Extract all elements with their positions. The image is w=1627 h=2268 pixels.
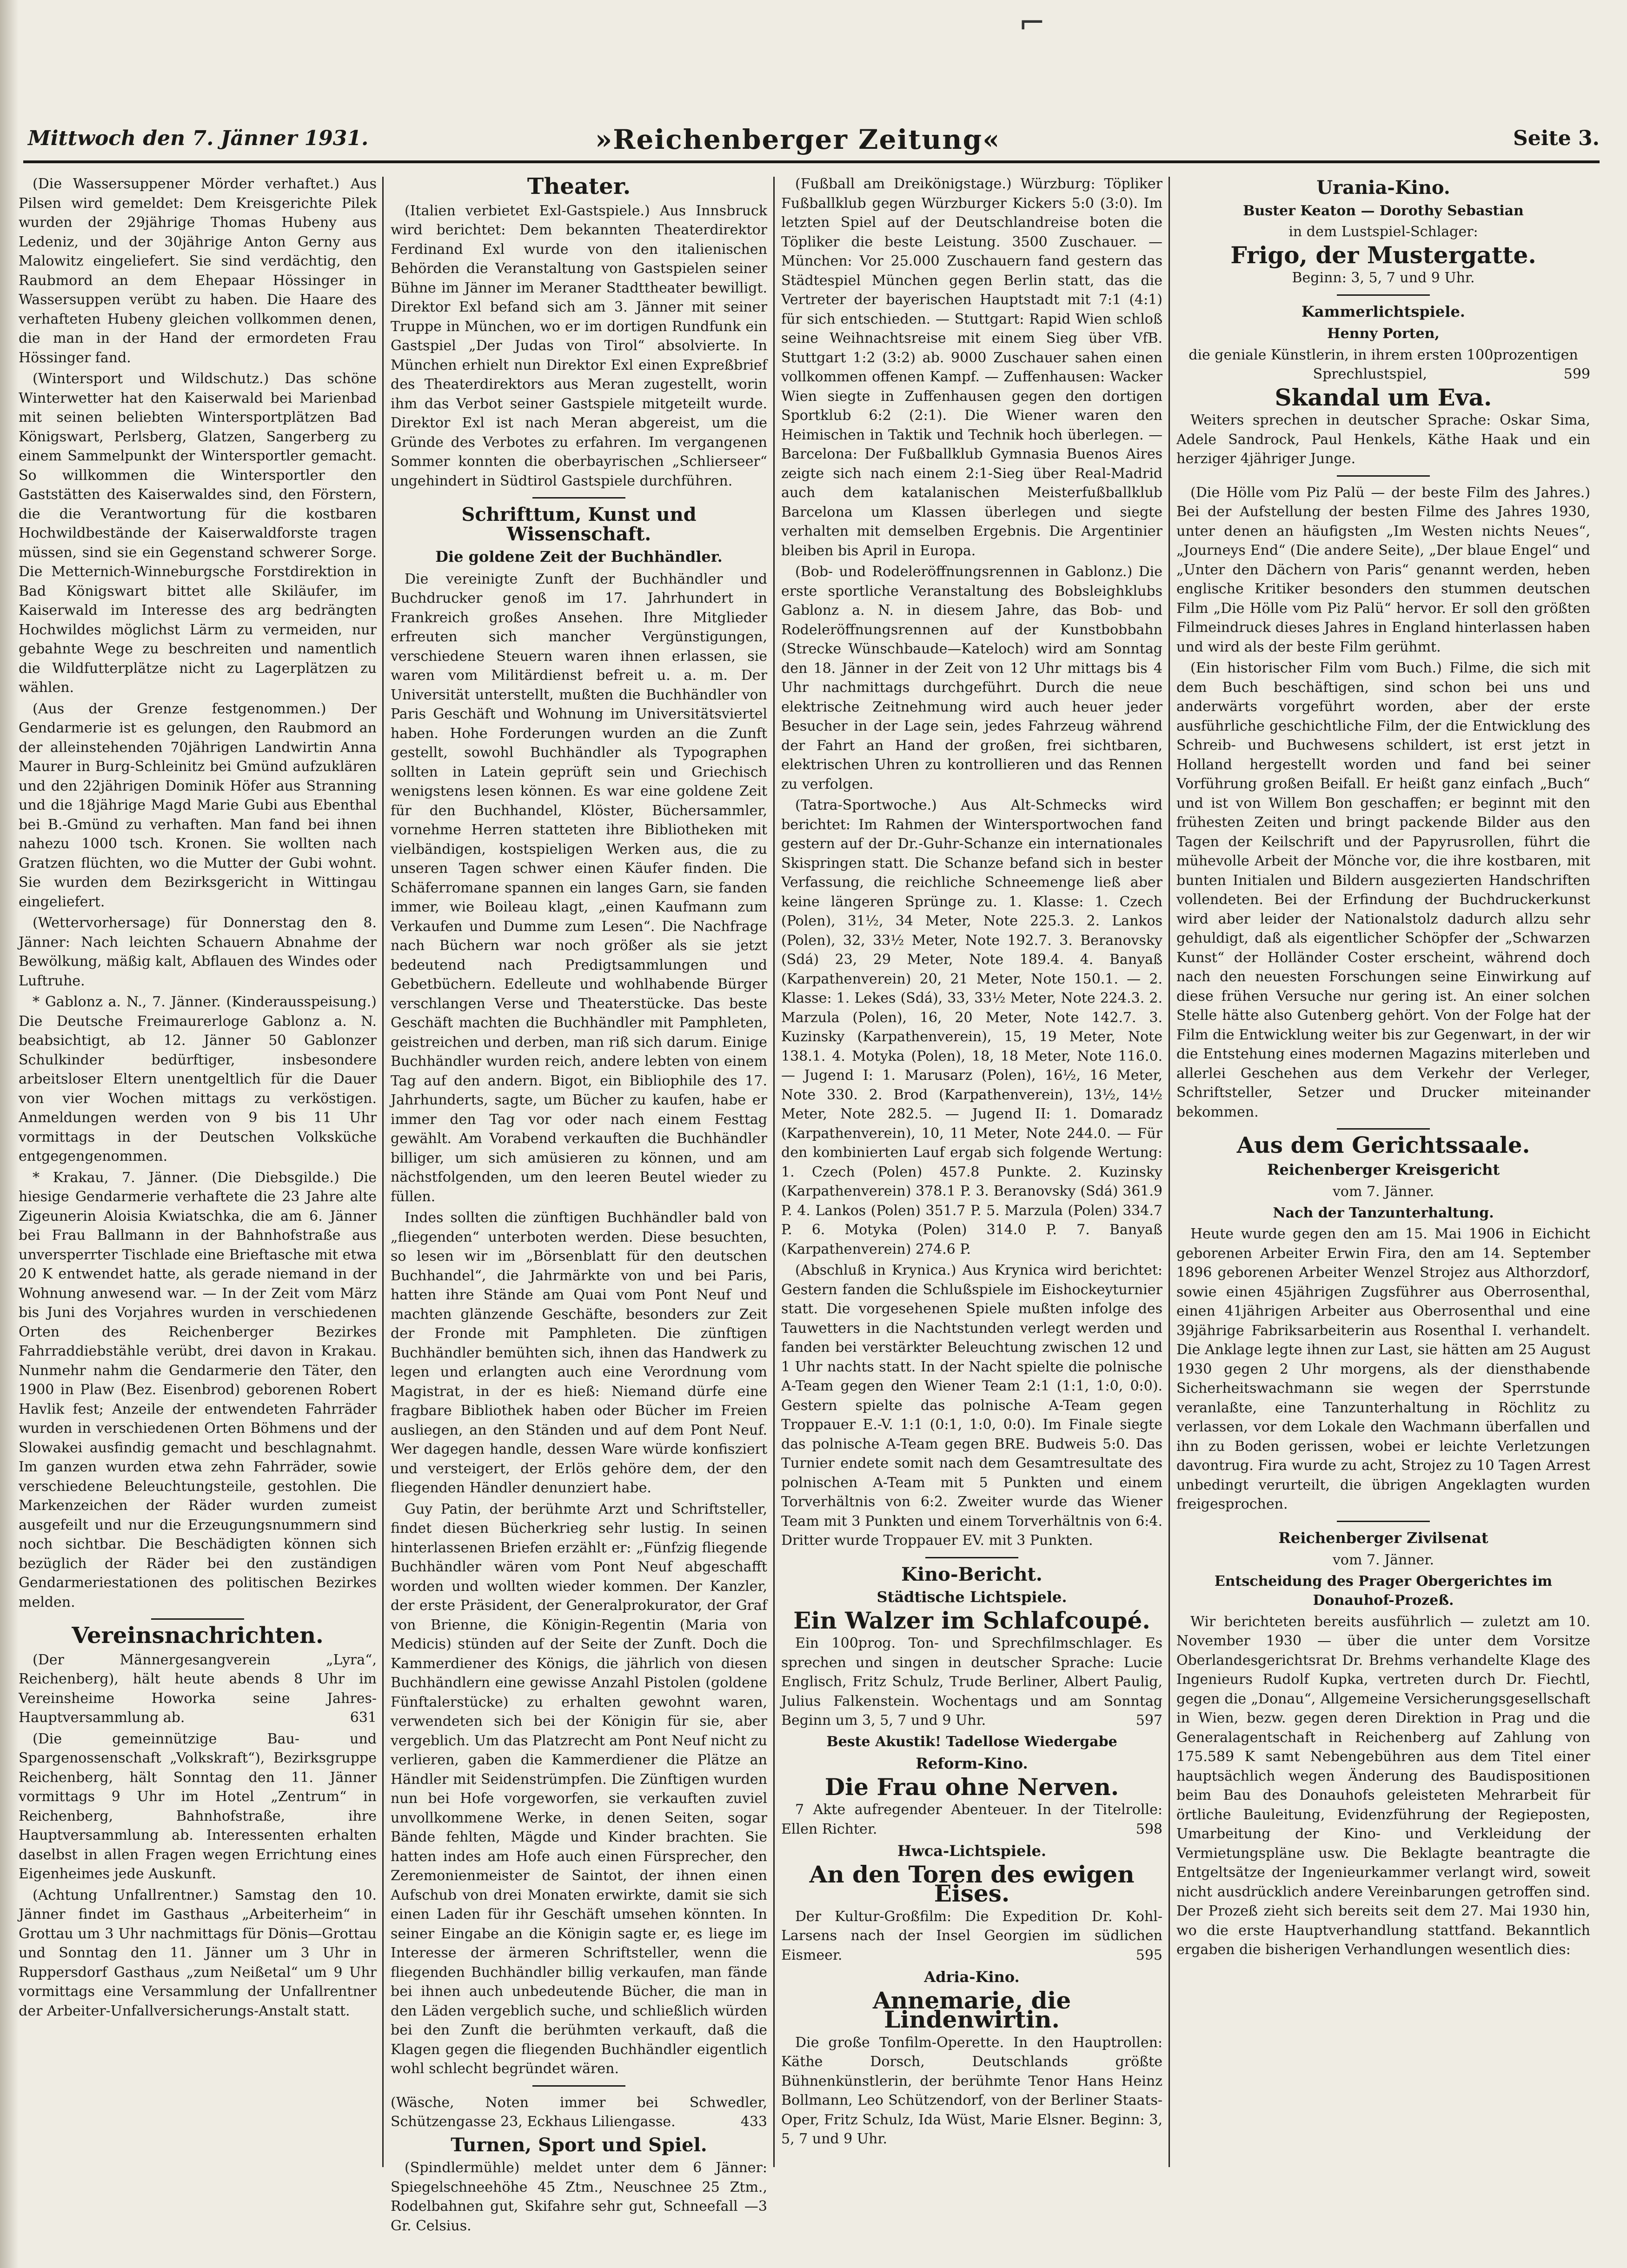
court-date: vom 7. Jänner. — [1332, 1552, 1434, 1568]
kino-description: Ein 100prog. Ton- und Sprechfilmschlager. Es sprechen und singen in deutscher Sprache: Lucie Englisch, Fritz Schulz, Trude Berliner, Albert Paulig, Julius Falkenstein. Wochentags und am Sonntag Beginn um 3, 5, 7 und 9 Uhr. — [781, 1635, 1162, 1729]
kino-film-title: Annemarie, die Lindenwirtin. — [872, 1986, 1071, 2033]
kino-film-title: Die Frau ohne Nerven. — [824, 1773, 1119, 1801]
case-text: Wir berichteten bereits ausführlich — zuletzt am 10. November 1930 — über die unter dem Vorsitze Oberlandesgerichtsrat Dr. Brehms verhandelte Klage des Ingenieurs Rudolf Kupka, vertreten durch Dr. Fiechtl, gegen die „Donau“, Allgemeine Versicherungsgesellschaft in Wien, bezw. gegen deren Direktion in Prag und die Generalagentschaft in Reichenberg auf Zahlung von 175.589 K samt Nebengebühren aus dem Titel einer hauptsächlich wegen Änderung des Baudispositionen beim Bau des Donauhofs geleisteten Mehrarbeit für örtliche Bauleitung, Evidenzführung der Regieposten, Umarbeitung der Kino- und Verkleidung der Vermietungspläne usw. Die Beklagte beantragte die Entgeltsätze der Ingenieurkammer verlangt wird, soweit nicht ausdrücklich andere Vereinbarungen getroffen sind. Der Prozeß zieht sich bereits seit dem 27. Mai 1930 hin, wo die erste Hauptverhandlung stattfand. Bekanntlich ergaben die bisherigen Verhandlungen wesentlich dies: — [1176, 1613, 1590, 1958]
section-heading-turnen: Turnen, Sport und Spiel. — [451, 2134, 707, 2156]
divider — [925, 1557, 1018, 1558]
article-paragraph: Indes sollten die zünftigen Buchhändler bald von „fliegenden“ unterboten werden. Diese besuchten, so lesen wir im „Börsenblatt für den deutschen Buchhandel“, die Jahrmärkte von und bei Paris, hatten ihre Stände am Quai vom Pont Neuf und machten glänzende Geschäfte, besonders zur Zeit der Fronde mit Pamphleten. Die zünftigen Buchhändler bemühten sich, ihnen das Handwerk zu legen und erlangten auch eine Verordnung vom Magistrat, in der es hieß: Niemand dürfe eine fragbare Bibliothek haben oder Bücher im Freien ausliegen, an den Ständen und auf dem Pont Neuf. Wer dagegen handle, dessen Ware würde konfisziert und versteigert, der Erlös gehöre dem, der den fliegenden Händler denunziert habe. — [391, 1210, 767, 1496]
article: (Wintersport und Wildschutz.) Das schöne Winterwetter hat den Kaiserwald bei Marienbad mit seinen beliebten Wintersportplätzen Bad Königswart, Perlsberg, Glatzen, Sangerberg zu einem Sammelpunkt der Wintersportler gemacht. So willkommen die Wintersportler den Gaststätten des Kaiserwaldes sind, den Förstern, die die Verantwortung für die kostbaren Hochwildbestände der Kaiserwaldforste tragen müssen, sind sie ein Gegenstand schwerer Sorge. Die Metternich-Winneburgsche Forstdirektion in Bad Königswart bittet alle Skiläufer, im Kaiserwald im Interesse des arg bedrängten Hochwildes möglichst Lärm zu vermeiden, nur gebahnte Wege zu beschreiten und namentlich die Wildfutterplätze nicht zu Lagerplätzen zu wählen. — [19, 371, 377, 696]
pen-mark: ⌐ — [1018, 4, 1046, 42]
advert-number: 433 — [740, 2114, 767, 2130]
header-date: Mittwoch den 7. Jänner 1931. — [28, 126, 369, 150]
article: (Spindlermühle) meldet unter dem 6 Jänner: Spiegelschneehöhe 45 Ztm., Neuschnee 25 Ztm., Rodelbahnen gut, Skifahre sehr gut, Schneefall —3 Gr. Celsius. — [391, 2160, 767, 2234]
divider — [151, 1618, 244, 1620]
section-heading-schrifttum: Schrifttum, Kunst und Wissenschaft. — [461, 504, 697, 545]
case-heading: Nach der Tanzunterhaltung. — [1273, 1204, 1494, 1221]
article: (Bob- und Rodeleröffnungsrennen in Gablonz.) Die erste sportliche Veranstaltung des Bobsleighklubs Gablonz a. N. in diesem Jahre, das Bob- und Rodeleröffnungsrennen auf der Kunstbobbahn (Strecke Wünschbaude—Kateloch) wird am Sonntag den 18. Jänner in der Zeit von 12 Uhr mittags bis 4 Uhr nachmittags durchgeführt. Durch die neue elektrische Zeitnehmung wird auch heuer jeder Besucher in der Lage sein, jedes Fahrzeug während der Fahrt an Hand der großen, frei sichtbaren, elektrischen Uhren zu kontrollieren und das Rennen zu verfolgen. — [781, 564, 1162, 792]
urania-film-title: Frigo, der Mustergatte. — [1230, 241, 1536, 269]
notice-text: (Der Männergesangverein „Lyra“, Reichenberg), hält heute abends 8 Uhr im Vereinsheime Howorka seine Jahres-Hauptversammlung ab. — [19, 1651, 377, 1726]
kammer-description — [1176, 346, 1590, 384]
article: (Aus der Grenze festgenommen.) Der Gendarmerie ist es gelungen, den Raubmord an der alleinstehenden 70jährigen Landwirtin Anna Maurer in Burg-Schleinitz bei Gmünd aufzuklären und den 22jährigen Dominik Höfer aus Stranning und die 18jährige Magd Marie Gubi aus Ebenthal bei B.-Gmünd zu verhaften. Man fand bei ihnen nahezu 1000 tsch. Kronen. Sie wollten nach Gratzen flüchten, wo die Mutter der Gubi wohnt. Sie wurden dem Bezirksgericht in Wittingau eingeliefert. — [19, 700, 377, 910]
article: * Gablonz a. N., 7. Jänner. (Kinderausspeisung.) Die Deutsche Freimaurerloge Gablonz a. N. beabsichtigt, ab 12. Jänner 50 Gablonzer Schulkinder bedürftiger, insbesondere arbeitsloser Eltern unentgeltlich für die Dauer von vier Wochen mittags zu verköstigen. Anmeldungen werden von 9 bis 11 Uhr vormittags in der Deutschen Volksküche entgegengenommen. — [19, 994, 377, 1164]
kammer-description-text: die geniale Künstlerin, in ihrem ersten 100prozentigen Sprechlustspiel, — [1189, 346, 1578, 382]
notice: (Achtung Unfallrentner.) Samstag den 10. Jänner findet im Gasthaus „Arbeiterheim“ in Grottau um 3 Uhr nachmittags für Dönis—Grottau und Sonntag den 11. Jänner um 3 Uhr in Ruppersdorf Gasthaus „zum Neißetal“ um 9 Uhr vormittags eine Versammlung der Unfallrentner der Arbeiter-Unfallversicherungs-Anstalt statt. — [19, 1887, 377, 2019]
film-article: (Ein historischer Film vom Buch.) Filme, die sich mit dem Buch beschäftigen, sind schon bei uns und anderwärts vorgeführt worden, aber der erste ausführliche geschichtliche Film, der die Entwicklung des Schreib- und Buchwesens schildert, ist erst jetzt in Holland hergestellt worden und fand bei seiner Vorführung großen Beifall. Er heißt ganz einfach „Buch“ und ist von Willem Bon geschaffen; er beginnt mit den frühesten Zeiten und bringt packende Bilder aus den Tagen der Keilschrift und der Papyrusrollen, führt die mühevolle Arbeit der Mönche vor, die ihre kostbaren, mit bunten Initialen und Bildern ausgezierten Handschriften vollendeten. Bei der Erfindung der Buchdruckerkunst wird aber leider der Nationalstolz dadurch allzu sehr gehuldigt, daß als eigentlicher Schöpfer der „Schwarzen Kunst“ der Holländer Coster erscheint, während doch nach den neuesten Forschungen seine Einwirkung auf diese frühen Versuche nur gering ist. An einer solchen Stelle hätte also Gutenberg gehört. Von der Folge hat der Film die Entwicklung weiter bis zur Gegenwart, in der wir die Entstehung eines modernen Magazins miterleben und allerlei Geschehen aus dem Verkehr der Verleger, Schriftsteller, Setzer und Drucker miteinander bekommen. — [1176, 660, 1590, 1120]
section-heading-kino: Kino-Bericht. — [901, 1563, 1043, 1585]
kammer-number: 599 — [1563, 366, 1590, 382]
article: (Fußball am Dreikönigstage.) Würzburg: Töpliker Fußballklub gegen Würzburger Kickers 5:0 (3:0). Im letzten Spiel auf der Deutschlandreise boten die Töpliker die beste Leistung. 3500 Zuschauer. — München: Vor 25.000 Zuschauern fand gestern das Städtespiel München gegen Berlin statt, das die Vertreter der bayerischen Hauptstadt mit 7:1 (4:1) für sich entschieden. — Stuttgart: Rapid Wien schloß seine Weihnachtsreise mit einem Sieg über VfB. Stuttgart 1:2 (3:2) ab. 9000 Zuschauer sahen einen vollkommen offenen Kampf. — Zuffenhausen: Wacker Wien siegte in Zuffenhausen gegen den dortigen Sportklub 6:2 (2:1). Die Wiener waren den Heimischen in Taktik und Technik hoch überlegen. — Barcelona: Der Fußballklub Gymnasia Buenos Aires zeigte sich nach einem 2:1-Sieg über Real-Madrid auch dem katalanischen Meisterfußballklub Barcelona um Klassen überlegen und siegte verhalten mit demselben Ergebnis. Die Argentinier bleiben bis April in Europa. — [781, 176, 1162, 559]
kino-text — [781, 1800, 1162, 1839]
kino-number: 595 — [1136, 1947, 1162, 1963]
case-heading: Entscheidung des Prager Obergerichtes im Donauhof-Prozeß. — [1214, 1573, 1553, 1609]
column-1 — [19, 174, 377, 2212]
kino-venue: Städtische Lichtspiele. — [877, 1588, 1067, 1606]
film-article: (Die Hölle vom Piz Palü — der beste Film des Jahres.) Bei der Aufstellung der besten Filme des Jahres 1930, unter denen an häufigsten „Im Westen nichts Neues“, „Journeys End“ (Die andere Seite), „Der blaue Engel“ und „Unter den Dächern von Paris“ genannt werden, heben englische Kritiker besonders den stummen deutschen Film „Die Hölle vom Piz Palü“ hervor. Er soll den größten Filmeindruck dieses Jahres in England hinterlassen haben und wird als der beste Film gerühmt. — [1176, 484, 1590, 655]
urania-cast: Buster Keaton — Dorothy Sebastian — [1243, 202, 1524, 219]
court-heading: Reichenberger Zivilsenat — [1278, 1529, 1488, 1547]
article-paragraph: Die vereinigte Zunft der Buchhändler und Buchdrucker genoß im 17. Jahrhundert in Frankreich großes Ansehen. Ihre Mitglieder erfreuten sich mancher Vergünstigungen, verschiedene Steuern waren ihnen erlassen, sie waren vom Militärdienst befreit u. a. m. Der Universität unterstellt, mußten die Buchhändler von Paris Geschäft und Wohnung im Universitätsviertel haben. Hohe Forderungen wurden an die Zunft gestellt, sowohl Buchhändler als Typographen sollten in Latein geprüft sein und Griechisch wenigstens lesen können. Es war eine goldene Zeit für den Buchhandel, Klöster, Büchersammler, vornehme Herren statteten ihre Bibliotheken mit vielbändigen, kostspieligen Werken aus, die zu unseren Tagen schwer einen Käufer finden. Die Schäferromane spannen ein langes Garn, sie fanden immer, wie Boileau klagt, „einen Kaufmann zum Verkaufen und Dumme zum Lesen“. Die Nachfrage nach Büchern war noch größer als sie jetzt bedeutend nach Predigtsammlungen und Gebetbüchern. Edelleute und wohlhabende Bürger verschlangen Verse und Theaterstücke. Das beste Geschäft machten die Buchhändler mit Pamphleten, geistreichen und derben, man riß sich darum. Einige Buchhändler wurden reich, andere lebten von einem Tag auf den andern. Bigot, ein Bibliophile des 17. Jahrhunderts, sagte, um Bücher zu kaufen, habe er immer den Tag vor oder nach einem Festtag gewählt. Am Vorabend verkauften die Buchhändler billiger, um sich amüsieren zu können, und am nächstfolgenden, um den leeren Beutel wieder zu füllen. — [391, 571, 767, 1205]
article: (Tatra-Sportwoche.) Aus Alt-Schmecks wird berichtet: Im Rahmen der Wintersportwochen fand gestern auf der Dr.-Guhr-Schanze ein internationales Skispringen statt. Die Schanze befand sich in bester Verfassung, die reichliche Schneemenge ließ aber keine längeren Sprünge zu. 1. Klasse: 1. Czech (Polen), 31½, 34 Meter, Note 225.3. 2. Lankos (Polen), 32, 33½ Meter, Note 192.7. 3. Beranovsky (Sdá) 23, 29 Meter, Note 189.4. 4. Banyaß (Karpathenverein) 20, 21 Meter, Note 150.1. — 2. Klasse: 1. Lekes (Sdá), 33, 33½ Meter, Note 224.3. 2. Marzula (Polen), 16, 20 Meter, Note 142.7. 3. Kuzinsky (Karpathenverein), 15, 19 Meter, Note 138.1. 4. Motyka (Polen), 18, 18 Meter, Note 116.0. — Jugend I: 1. Marusarz (Polen), 16½, 16 Meter, Note 330. 2. Brod (Karpathenverein), 13½, 14½ Meter, Note 282.5. — Jugend II: 1. Domaradz (Karpathenverein), 10, 11 Meter, Note 244.0. — Für den kombinierten Lauf ergab sich folgende Wertung: 1. Czech (Polen) 457.8 Punkte. 2. Kuzinsky (Karpathenverein) 378.1 P. 3. Beranovsky (Sdá) 361.9 P. 4. Lankos (Polen) 351.7 P. 5. Marzula (Polen) 334.7 P. 6. Motyka (Polen) 314.0 P. 7. Banyaß (Karpathenverein) 274.6 P. — [781, 797, 1162, 1257]
kino-text: Die große Tonfilm-Operette. In den Hauptrollen: Käthe Dorsch, Deutschlands größte Bühnenkünstlerin, der berühmte Tenor Hans Heinz Bollmann, Leo Schützendorf, von der Berliner Staats-Oper, Fritz Schulz, Ida Wüst, Marie Elsner. Beginn: 3, 5, 7 und 9 Uhr. — [781, 2034, 1162, 2147]
kino-venue: Hwca-Lichtspiele. — [897, 1842, 1047, 1860]
kino-extra: Beste Akustik! Tadellose Wiedergabe — [826, 1733, 1117, 1750]
column-2 — [391, 173, 767, 2234]
court-date: vom 7. Jänner. — [1332, 1184, 1434, 1200]
kino-film-title: Ein Walzer im Schlafcoupé. — [793, 1606, 1150, 1634]
newspaper-title: »Reichenberger Zeitung« — [595, 124, 1001, 155]
page-edge-shadow — [0, 0, 19, 2268]
divider — [1337, 294, 1430, 296]
kino-description: Der Kultur-Großfilm: Die Expedition Dr. Kohl-Larsens nach der Insel Georgien im südlichen Eismeer. — [781, 1908, 1162, 1963]
article-subheading: Die goldene Zeit der Buchhändler. — [435, 548, 723, 565]
section-heading-theater: Theater. — [527, 173, 631, 200]
section-heading-vereine: Vereinsnachrichten. — [72, 1623, 324, 1649]
kino-number: 598 — [1136, 1821, 1162, 1837]
case-text: Heute wurde gegen den am 15. Mai 1906 in Eichicht geborenen Arbeiter Erwin Fira, den am 14. September 1896 geborenen Arbeiter Wenzel Strojez aus Althorzdorf, sowie einen 45jährigen Zugsführer aus Oberrosenthal, einen 41jährigen Arbeiter aus Oberrosenthal und eine 39jährige Fabriksarbeiterin aus Rosenthal I. verhandelt. Die Anklage legte ihnen zur Last, sie hätten am 25 August 1930 gegen 2 Uhr morgens, als der diensthabende Sicherheitswachmann sie wegen der Sperrstunde veranlaßte, eine Tanzunterhaltung in Röchlitz zu verlassen, vor dem Lokale den Wachmann überfallen und ihn zu Boden gerissen, wobei er leichte Verletzungen davontrug. Fira wurde zu acht, Strojez zu 10 Tagen Arrest unbedingt verurteilt, die übrigen Angeklagten wurden freigesprochen. — [1176, 1226, 1590, 1512]
court-heading: Reichenberger Kreisgericht — [1267, 1160, 1500, 1178]
article: (Abschluß in Krynica.) Aus Krynica wird berichtet: Gestern fanden die Schlußspiele im Eishockeyturnier statt. Die vorgesehenen Spiele mußten infolge des Tauwetters in die Nachtstunden verlegt werden und fanden bei verstärkter Beleuchtung zwischen 12 und 1 Uhr nachts statt. In der Nacht spielte die polnische A-Team gegen den Wiener Team 2:1 (1:1, 1:0, 0:0). Gestern spielte das polnische A-Team gegen Troppauer E.-V. 1:1 (0:1, 1:0, 0:0). Im Finale siegte das polnische A-Team gegen BRE. Budweis 5:0. Das Turnier endete somit nach dem Gesamtresultate des polnischen A-Team mit 5 Punkten und einem Torverhältnis von 6:2. Zweiter wurde das Wiener Team mit 3 Punkten und einem Torverhältnis von 6:4. Dritter wurde Troppauer EV. mit 3 Punkten. — [781, 1262, 1162, 1549]
divider — [1337, 1521, 1430, 1522]
kammer-star: Henny Porten, — [1327, 326, 1440, 342]
header-rule — [23, 160, 1600, 163]
kino-film-title: An den Toren des ewigen Eises. — [809, 1860, 1135, 1907]
urania-times: Beginn: 3, 5, 7 und 9 Uhr. — [1292, 270, 1475, 286]
column-separator — [773, 177, 775, 2167]
article: (Wettervorhersage) für Donnerstag den 8. Jänner: Nach leichten Schauern Abnahme der Bewölkung, mäßig kalt, Abflauen des Windes oder Luftruhe. — [19, 915, 377, 989]
divider — [532, 497, 625, 499]
kammer-heading: Kammerlichtspiele. — [1302, 302, 1465, 320]
kino-number: 597 — [1136, 1712, 1162, 1729]
notice — [19, 1650, 377, 1728]
section-heading-gericht: Aus dem Gerichtssaale. — [1236, 1132, 1530, 1158]
column-separator — [382, 177, 384, 2167]
divider — [1337, 475, 1430, 477]
page-header — [28, 122, 1600, 159]
column-3 — [781, 174, 1162, 2212]
kino-venue: Adria-Kino. — [924, 1968, 1020, 1986]
article-paragraph: Guy Patin, der berühmte Arzt und Schriftsteller, findet diesen Bücherkrieg sehr lustig. In seinen hinterlassenen Briefen erzählt er: „Fünfzig fliegende Buchhändler wären vom Pont Neuf abgeschafft worden und wollten wieder kommen. Der Kanzler, der erste Präsident, der Generalprokurator, der Graf von Brienne, die Königin-Regentin (Maria von Medicis) stünden auf der Seite der Zunft. Doch die Kammerdiener des Königs, die jährlich von diesen Buchhändlern eine gewisse Anzahl Pistolen (goldene Fünftalerstücke) zu erhalten gewohnt waren, verwendeten sich bei der Königin für sie, aber vergeblich. Um das Platzrecht am Pont Neuf nicht zu verlieren, gaben die Kammerdiener die Plätze an Händler mit Seidenstrümpfen. Die Zünftigen wurden nun bei Hofe vorgeworfen, sie verkauften zuviel unvollkommene Werke, in denen Seiten, sogar Bände fehlten, Mägde und Kinder brachten. Sie hatten indes am Hofe auch einen Fürsprecher, den Zeremonienmeister de Saintot, der ihnen einen Aufschub von drei Monaten erwirkte, damit sie sich einen Laden für ihr Geschäft umsehen könnten. In seiner Eingabe an die Königin sagte er, es liege im Interesse der ärmeren Schriftsteller, wenn die fliegenden Buchhändler billig verkaufen, man fände bei ihnen auch unbedeutende Bücher, die man in den Läden vergeblich suche, und schließlich würden bei den Zunft die berühmten verkauft, daß die Klagen gegen die fliegenden Buchhändler eigentlich wohl schlecht begründet wären. — [391, 1501, 767, 2077]
column-separator — [1169, 177, 1170, 2167]
article: (Die Wassersuppener Mörder verhaftet.) Aus Pilsen wird gemeldet: Dem Kreisgerichte Pilek wurden der 29jährige Thomas Hubeny aus Ledeniz, und der 30jährige Anton Gerny aus Malowitz eingeliefert. Sie sind verdächtig, den Raubmord an dem Ehepaar Hössinger in Wassersuppen verübt zu haben. Die Haare des verhafteten Hubeny gleichen vollkommen denen, die man in der Hand der ermordeten Frau Hössinger fand. — [19, 176, 377, 366]
article: (Italien verbietet Exl-Gastspiele.) Aus Innsbruck wird berichtet: Dem bekannten Theaterdirektor Ferdinand Exl wurde von den italienischen Behörden die Veranstaltung von Gastspielen seiner Bühne im Jänner im Meraner Stadttheater bewilligt. Direktor Exl befand sich am 3. Jänner mit seiner Truppe in München, wo er im dortigen Rundfunk ein Gastspiel „Der Judas von Tirol“ absolvierte. In München erhielt nun Direktor Exl einen Expreßbrief des Theaterdirektors aus Meran zugestellt, worin ihm das Verbot seiner Gastspiele mitgeteilt wurde. Direktor Exl ist nach Meran abgereist, um die Gründe des Verbotes zu erfahren. Im vergangenen Sommer konnten die oberbayrischen „Schlierseer“ ungehindert in Südtirol Gastspiele durchführen. — [391, 202, 767, 489]
kino-description: 7 Akte aufregender Abenteuer. In der Titelrolle: Ellen Richter. — [781, 1802, 1162, 1837]
kammer-film-title: Skandal um Eva. — [1275, 383, 1492, 411]
page-number: Seite 3. — [1513, 126, 1600, 150]
kammer-text: Weiters sprechen in deutscher Sprache: Oskar Sima, Adele Sandrock, Paul Henkels, Käthe Haak und ein herziger 4jähriger Junge. — [1176, 412, 1590, 467]
kino-text — [781, 1634, 1162, 1730]
divider — [1337, 1128, 1430, 1130]
urania-subtitle: in dem Lustspiel-Schlager: — [1288, 224, 1478, 240]
advert — [391, 2093, 767, 2132]
urania-heading: Urania-Kino. — [1316, 177, 1450, 199]
kino-venue: Reform-Kino. — [916, 1755, 1028, 1772]
advert-text: (Wäsche, Noten immer bei Schwedler, Schützengasse 23, Eckhaus Liliengasse. — [391, 2094, 767, 2130]
divider — [532, 2085, 625, 2087]
article: * Krakau, 7. Jänner. (Die Diebsgilde.) Die hiesige Gendarmerie verhaftete die 23 Jahre alte Zigeunerin Aloisia Kwiatschka, die am 6. Jänner bei Frau Ballmann in der Bahnhofstraße aus unversperrter Tischlade eine Brieftasche mit etwa 20 K entwendet hatte, als gerade niemand in der Wohnung anwesend war. — In der Zeit vom März bis Juni des Vorjahres wurden in verschiedenen Orten des Reichenberger Bezirkes Fahrraddiebstähle verübt, drei davon in Krakau. Nunmehr nahm die Gendarmerie den Täter, den 1900 in Plaw (Bez. Eisenbrod) geborenen Robert Havlik fest; Anzeile der entwendeten Fahrräder wurden in verschiedenen Orten Böhmens und der Slowakei ausfindig gemacht und beschlagnahmt. Im ganzen wurden etwa zehn Fahrräder, sowie verschiedene Beleuchtungsteile, gestohlen. Die Markenzeichen der Räder wurden zumeist ausgefeilt und nur die Erzeugungsnummern sind noch sichtbar. Die Beschädigten können sich bezüglich der Räder bei den zuständigen Gendarmeriestationen des politischen Bezirkes melden. — [19, 1169, 377, 1610]
notice-number: 631 — [350, 1709, 377, 1726]
column-4 — [1176, 174, 1590, 2212]
kino-text — [781, 1907, 1162, 1965]
notice: (Die gemeinnützige Bau- und Spargenossenschaft „Volkskraft“), Bezirksgruppe Reichenberg, hält Sonntag den 11. Jänner vormittags 9 Uhr im Hotel „Zentrum“ in Reichenberg, Bahnhofstraße, ihre Hauptversammlung ab. Interessenten erhalten daselbst in allen Fragen wegen Errichtung eines Eigenheimes jede Auskunft. — [19, 1730, 377, 1882]
